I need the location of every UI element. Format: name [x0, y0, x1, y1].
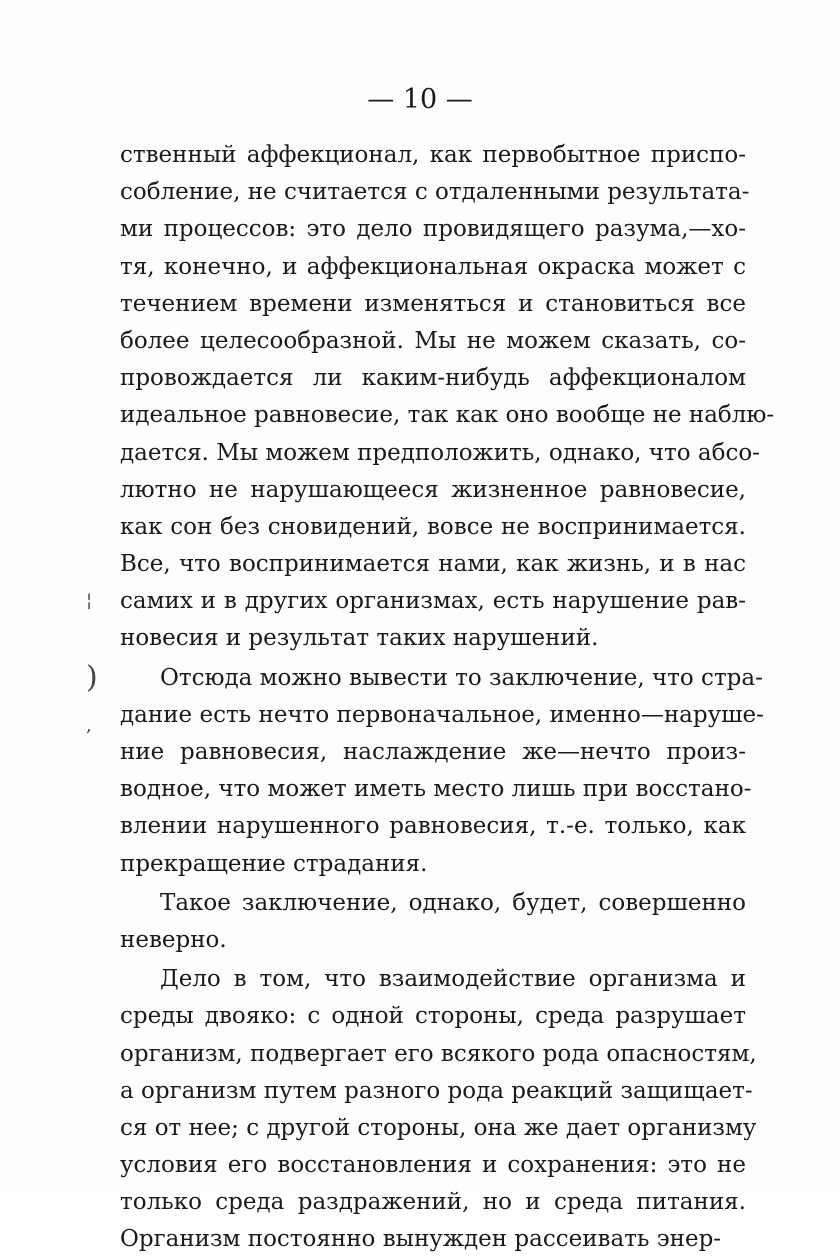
- paragraph: [120, 660, 764, 883]
- margin-mark: ): [86, 660, 98, 695]
- paragraph: [120, 961, 757, 1259]
- text-line: ми процессов: это дело провидящего разума,—хо-: [120, 216, 746, 243]
- margin-mark: ,: [86, 715, 92, 736]
- text-line: дается. Мы можем предположить, однако, что абсо-: [120, 439, 760, 466]
- paragraph: [120, 885, 746, 959]
- text-line: самих и в других организмах, есть нарушение рав-: [120, 588, 746, 615]
- text-line: неверно.: [120, 926, 227, 953]
- text-line: идеальное равновесие, так как оно вообще не наблю-: [120, 402, 775, 429]
- text-line: условия его восстановления и сохранения: это не: [120, 1152, 746, 1179]
- text-line: Отсюда можно вывести то заключение, что стра-: [160, 664, 763, 691]
- text-line: Все, что воспринимается нами, как жизнь, и в нас: [120, 551, 746, 578]
- text-line: тя, конечно, и аффекциональная окраска может с: [120, 253, 746, 280]
- text-line: более целесообразной. Мы не можем сказать, со-: [120, 327, 746, 354]
- text-line: провождается ли каким-нибудь аффекционалом: [120, 365, 746, 392]
- text-line: Такое заключение, однако, будет, совершенно: [160, 889, 746, 916]
- margin-mark: ¦: [86, 590, 93, 611]
- page-number: — 10 —: [367, 84, 473, 115]
- text-line: ние равновесия, наслаждение же—нечто произ-: [120, 739, 746, 765]
- text-line: только среда раздражений, но и среда питания.: [120, 1189, 746, 1216]
- text-line: течением времени изменяться и становиться все: [120, 290, 746, 317]
- text-line: организм, подвергает его всякого рода опасностям,: [120, 1040, 757, 1067]
- text-line: новесия и результат таких нарушений.: [120, 625, 599, 652]
- text-line: Организм постоянно вынужден рассеивать энер-: [120, 1226, 722, 1253]
- paragraph: [120, 137, 775, 658]
- text-line: ся от нее; с другой стороны, она же дает организму: [120, 1114, 757, 1141]
- text-line: лютно не нарушающееся жизненное равновесие,: [120, 476, 746, 503]
- text-line: влении нарушенного равновесия, т.-е. только, как: [120, 813, 746, 840]
- text-line: водное, что может иметь место лишь при восстано-: [120, 776, 752, 803]
- text-line: а организм путем разного рода реакций защищает-: [120, 1077, 753, 1104]
- text-line: ственный аффекционал, как первобытное приспо-: [120, 142, 746, 168]
- text-line: как сон без сновидений, вовсе не воспринимается.: [120, 513, 746, 540]
- text-line: дание есть нечто первоначальное, именно—наруше-: [120, 701, 764, 728]
- text-line: прекращение страдания.: [120, 850, 428, 877]
- body-text: [120, 137, 775, 1259]
- text-line: Дело в том, что взаимодействие организма и: [160, 966, 746, 993]
- text-line: собление, не считается с отдаленными результата-: [120, 179, 750, 206]
- text-line: среды двояко: с одной стороны, среда разрушает: [120, 1003, 746, 1030]
